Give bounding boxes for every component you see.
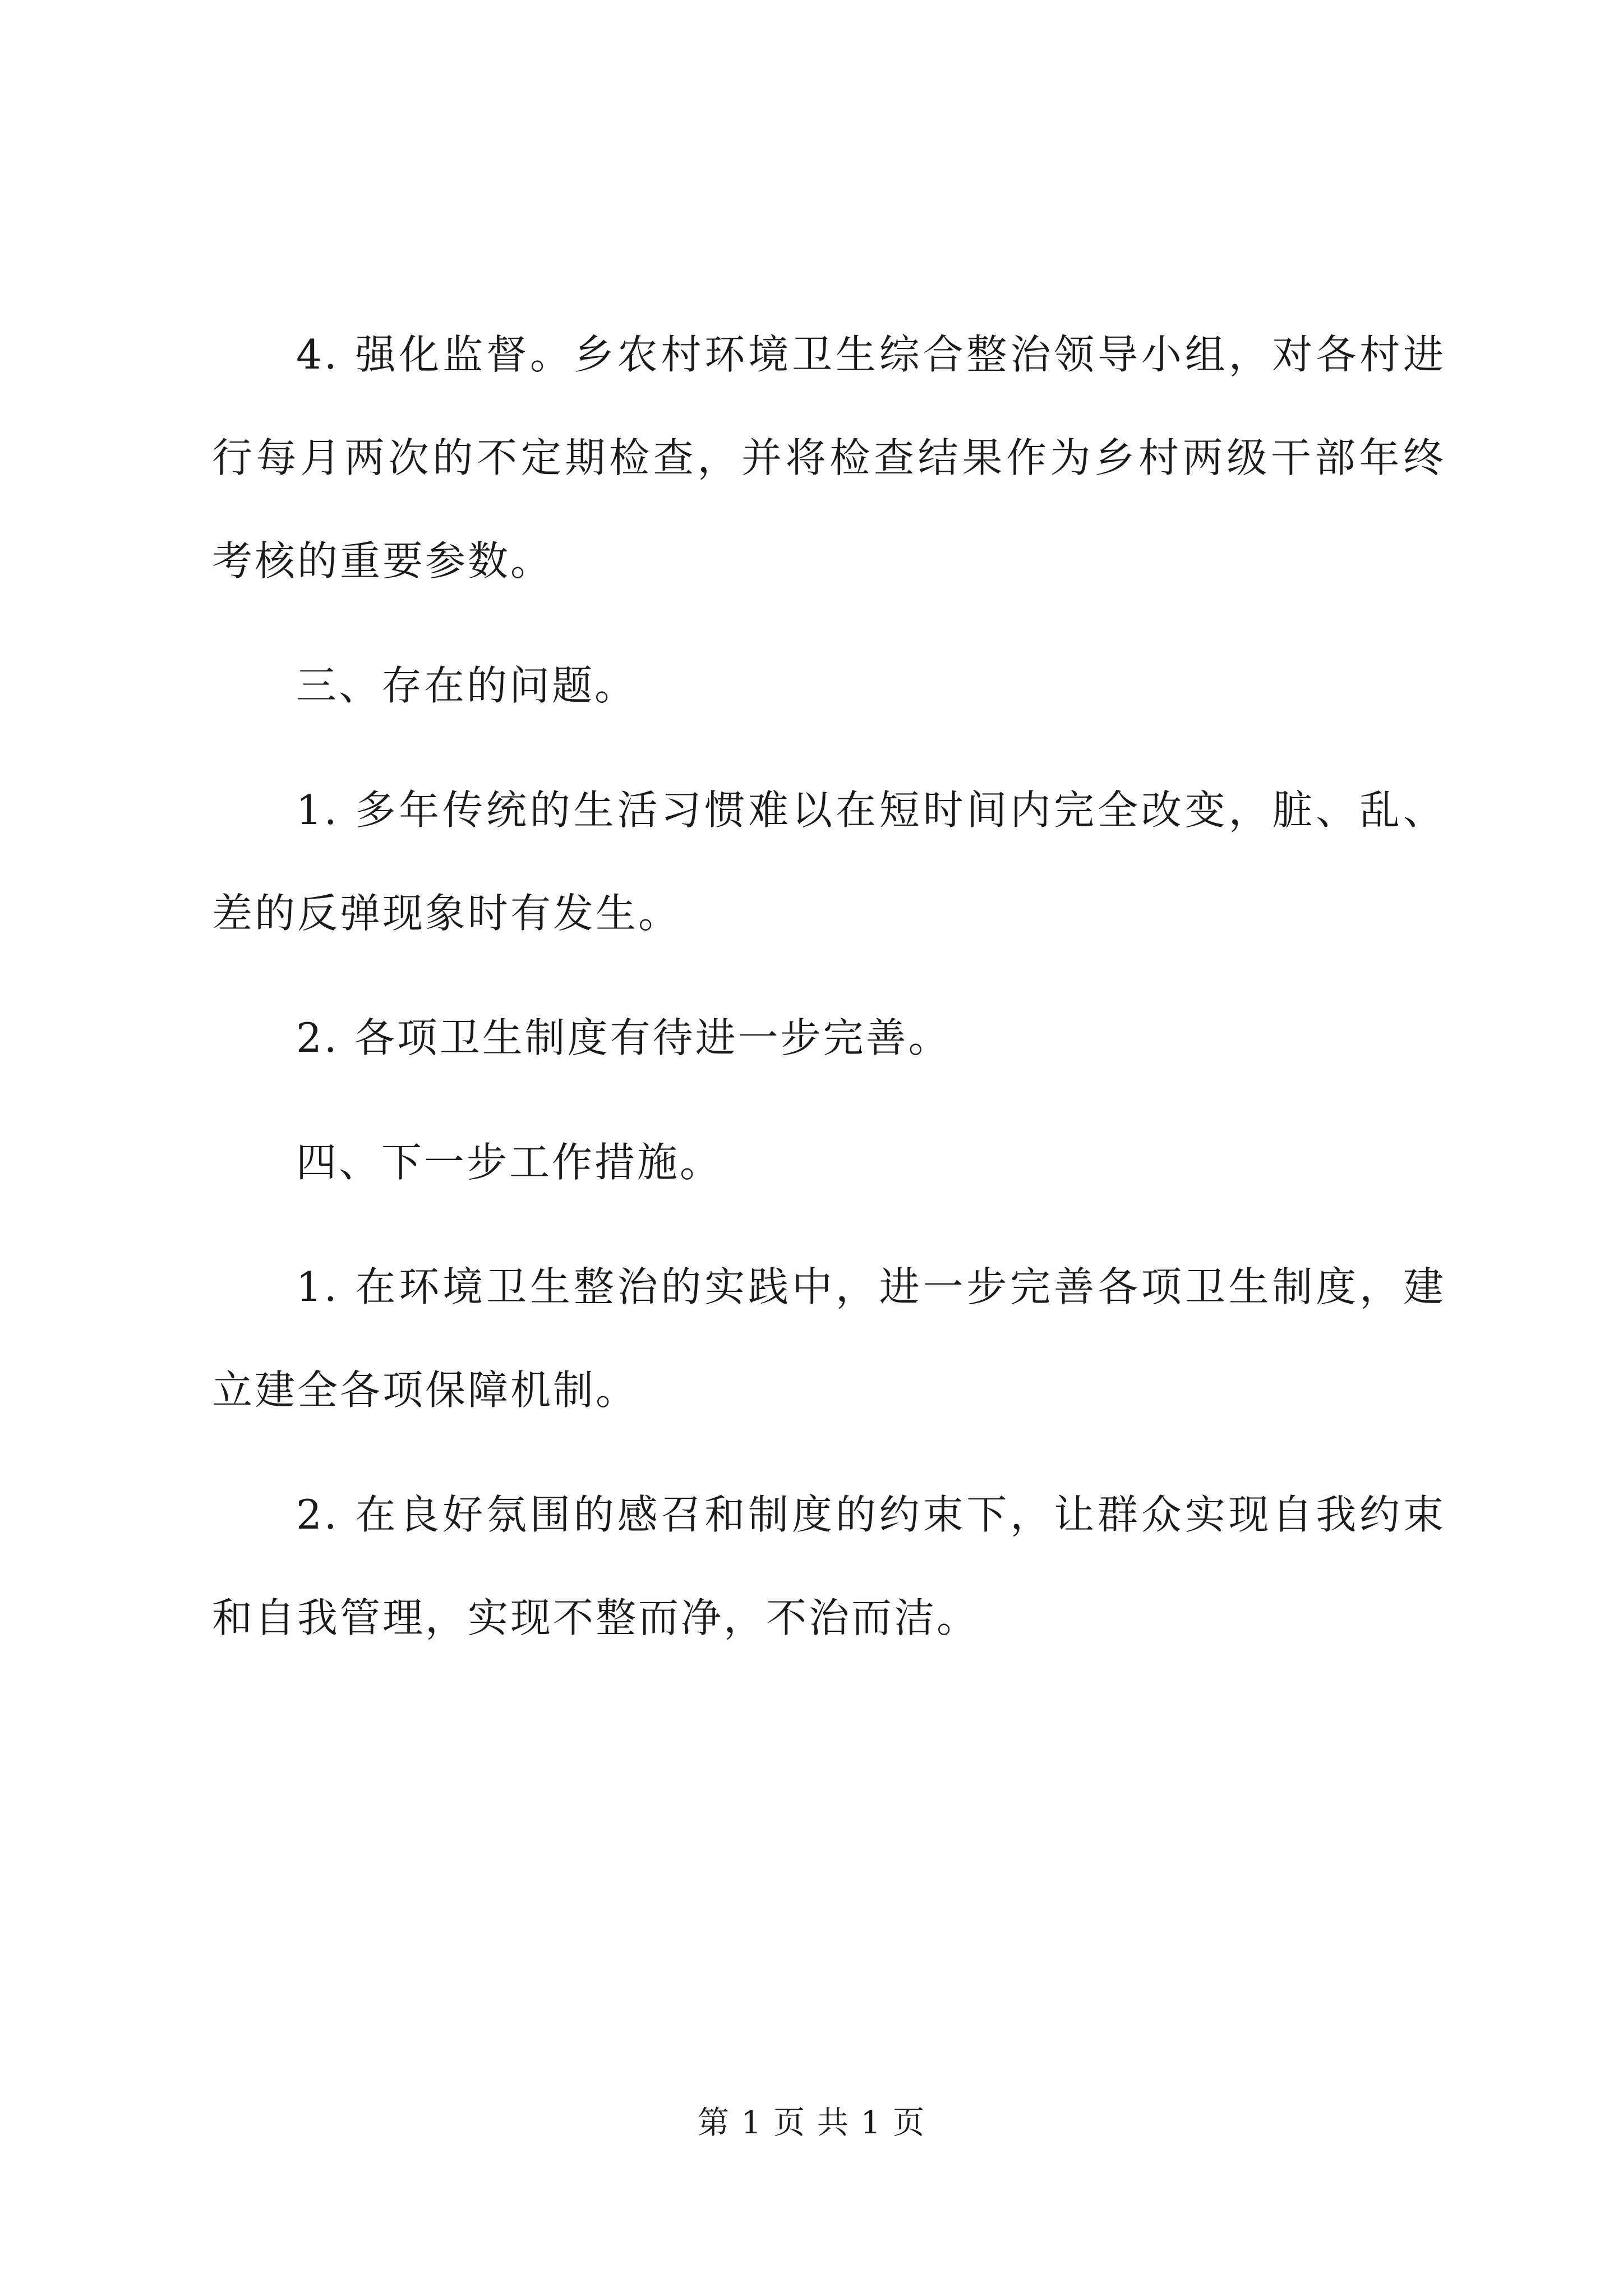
paragraph-next-step-systems: 1. 在环境卫生整治的实践中，进一步完善各项卫生制度，建立建全各项保障机制。 bbox=[212, 1263, 1446, 1414]
document-body bbox=[212, 303, 1446, 1691]
paragraph-problem-habits: 1. 多年传统的生活习惯难以在短时间内完全改变，脏、乱、差的反弹现象时有发生。 bbox=[212, 786, 1446, 937]
paragraph-strengthen-supervision: 4. 强化监督。乡农村环境卫生综合整治领导小组，对各村进行每月两次的不定期检查，并将检查结果作为乡村两级干部年终考核的重要参数。 bbox=[212, 331, 1446, 585]
paragraph-next-step-self-management: 2. 在良好氛围的感召和制度的约束下，让群众实现自我约束和自我管理，实现不整而净，不治而洁。 bbox=[212, 1491, 1446, 1641]
section-heading-problems: 三、存在的问题。 bbox=[296, 662, 638, 709]
page-number-footer: 第 1 页 共 1 页 bbox=[697, 2105, 926, 2141]
section-heading-next-steps: 四、下一步工作措施。 bbox=[296, 1139, 723, 1186]
paragraph-problem-systems: 2. 各项卫生制度有待进一步完善。 bbox=[296, 1014, 951, 1061]
